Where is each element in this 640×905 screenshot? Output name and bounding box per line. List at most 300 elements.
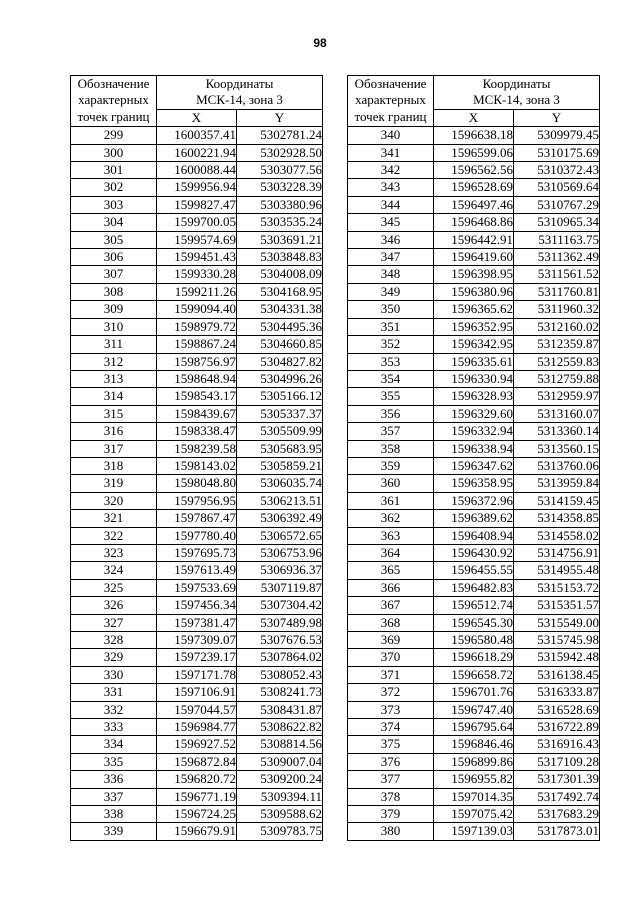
x-coordinate-cell: 1596528.69 bbox=[434, 179, 514, 196]
x-coordinate-cell: 1596389.62 bbox=[434, 510, 514, 527]
point-number-cell: 311 bbox=[71, 336, 157, 353]
y-coordinate-cell: 5314955.48 bbox=[514, 562, 600, 579]
point-number-cell: 364 bbox=[348, 544, 434, 561]
y-coordinate-cell: 5309007.04 bbox=[237, 753, 323, 770]
table-row bbox=[71, 753, 323, 770]
table-row bbox=[71, 475, 323, 492]
y-coordinate-cell: 5307304.42 bbox=[237, 597, 323, 614]
y-coordinate-cell: 5304495.36 bbox=[237, 318, 323, 335]
x-coordinate-cell: 1596955.82 bbox=[434, 771, 514, 788]
y-coordinate-cell: 5309200.24 bbox=[237, 771, 323, 788]
table-row bbox=[71, 684, 323, 701]
table-row bbox=[348, 806, 600, 823]
table-row bbox=[348, 405, 600, 422]
point-number-cell: 337 bbox=[71, 788, 157, 805]
y-coordinate-cell: 5304996.26 bbox=[237, 370, 323, 387]
x-coordinate-cell: 1598338.47 bbox=[157, 423, 237, 440]
y-coordinate-cell: 5303848.83 bbox=[237, 249, 323, 266]
x-coordinate-cell: 1596724.25 bbox=[157, 806, 237, 823]
y-coordinate-cell: 5307489.98 bbox=[237, 614, 323, 631]
table-row bbox=[348, 649, 600, 666]
x-coordinate-cell: 1599330.28 bbox=[157, 266, 237, 283]
point-number-cell: 373 bbox=[348, 701, 434, 718]
y-coordinate-cell: 5317301.39 bbox=[514, 771, 600, 788]
point-number-cell: 338 bbox=[71, 806, 157, 823]
y-coordinate-cell: 5312559.83 bbox=[514, 353, 600, 370]
point-number-cell: 374 bbox=[348, 719, 434, 736]
table-row bbox=[348, 597, 600, 614]
y-coordinate-cell: 5314358.85 bbox=[514, 510, 600, 527]
y-coordinate-cell: 5305337.37 bbox=[237, 405, 323, 422]
x-coordinate-cell: 1596430.92 bbox=[434, 544, 514, 561]
x-coordinate-cell: 1596347.62 bbox=[434, 457, 514, 474]
table-row bbox=[71, 562, 323, 579]
table-row bbox=[71, 492, 323, 509]
point-number-cell: 327 bbox=[71, 614, 157, 631]
x-coordinate-cell: 1596618.29 bbox=[434, 649, 514, 666]
table-row bbox=[71, 231, 323, 248]
x-coordinate-cell: 1598979.72 bbox=[157, 318, 237, 335]
table-row bbox=[348, 701, 600, 718]
y-coordinate-cell: 5308052.43 bbox=[237, 666, 323, 683]
y-coordinate-cell: 5306753.96 bbox=[237, 544, 323, 561]
point-number-cell: 378 bbox=[348, 788, 434, 805]
x-coordinate-cell: 1596398.95 bbox=[434, 266, 514, 283]
point-number-cell: 303 bbox=[71, 196, 157, 213]
table-row bbox=[71, 266, 323, 283]
y-coordinate-cell: 5311960.32 bbox=[514, 301, 600, 318]
table-row bbox=[71, 196, 323, 213]
x-coordinate-cell: 1596512.74 bbox=[434, 597, 514, 614]
x-coordinate-cell: 1598756.97 bbox=[157, 353, 237, 370]
table-row bbox=[71, 701, 323, 718]
point-number-cell: 335 bbox=[71, 753, 157, 770]
y-coordinate-cell: 5304660.85 bbox=[237, 336, 323, 353]
y-coordinate-cell: 5305166.12 bbox=[237, 388, 323, 405]
y-coordinate-cell: 5313959.84 bbox=[514, 475, 600, 492]
point-number-cell: 375 bbox=[348, 736, 434, 753]
x-coordinate-cell: 1597171.78 bbox=[157, 666, 237, 683]
x-coordinate-cell: 1597044.57 bbox=[157, 701, 237, 718]
point-number-cell: 307 bbox=[71, 266, 157, 283]
y-coordinate-cell: 5316333.87 bbox=[514, 684, 600, 701]
x-coordinate-cell: 1596455.55 bbox=[434, 562, 514, 579]
point-number-cell: 314 bbox=[71, 388, 157, 405]
point-number-cell: 366 bbox=[348, 579, 434, 596]
table-row bbox=[348, 388, 600, 405]
y-coordinate-cell: 5303077.56 bbox=[237, 162, 323, 179]
x-coordinate-cell: 1596365.62 bbox=[434, 301, 514, 318]
table-row bbox=[71, 318, 323, 335]
y-coordinate-cell: 5317109.28 bbox=[514, 753, 600, 770]
y-coordinate-cell: 5309394.11 bbox=[237, 788, 323, 805]
x-coordinate-cell: 1596358.95 bbox=[434, 475, 514, 492]
x-coordinate-cell: 1596562.56 bbox=[434, 162, 514, 179]
y-coordinate-cell: 5303535.24 bbox=[237, 214, 323, 231]
y-coordinate-cell: 5316528.69 bbox=[514, 701, 600, 718]
point-number-cell: 300 bbox=[71, 144, 157, 161]
x-coordinate-cell: 1596419.60 bbox=[434, 249, 514, 266]
table-row bbox=[71, 283, 323, 300]
point-number-cell: 319 bbox=[71, 475, 157, 492]
x-coordinate-cell: 1596984.77 bbox=[157, 719, 237, 736]
y-coordinate-cell: 5314756.91 bbox=[514, 544, 600, 561]
x-coordinate-cell: 1597014.35 bbox=[434, 788, 514, 805]
x-coordinate-cell: 1599094.40 bbox=[157, 301, 237, 318]
table-row bbox=[348, 440, 600, 457]
point-number-cell: 308 bbox=[71, 283, 157, 300]
page-number: 98 bbox=[313, 36, 327, 50]
table-row bbox=[71, 144, 323, 161]
table-row bbox=[71, 666, 323, 683]
point-number-cell: 313 bbox=[71, 370, 157, 387]
y-coordinate-cell: 5308431.87 bbox=[237, 701, 323, 718]
x-coordinate-cell: 1596820.72 bbox=[157, 771, 237, 788]
y-coordinate-cell: 5313760.06 bbox=[514, 457, 600, 474]
y-coordinate-cell: 5316138.45 bbox=[514, 666, 600, 683]
table-row bbox=[348, 336, 600, 353]
y-coordinate-cell: 5305509.99 bbox=[237, 423, 323, 440]
point-number-cell: 351 bbox=[348, 318, 434, 335]
y-coordinate-cell: 5309979.45 bbox=[514, 127, 600, 144]
x-coordinate-cell: 1596482.83 bbox=[434, 579, 514, 596]
y-coordinate-cell: 5313360.14 bbox=[514, 423, 600, 440]
table-row bbox=[71, 806, 323, 823]
point-number-cell: 301 bbox=[71, 162, 157, 179]
x-coordinate-cell: 1596328.93 bbox=[434, 388, 514, 405]
table-row bbox=[71, 632, 323, 649]
x-coordinate-cell: 1597956.95 bbox=[157, 492, 237, 509]
y-coordinate-cell: 5315153.72 bbox=[514, 579, 600, 596]
point-number-cell: 323 bbox=[71, 544, 157, 561]
point-number-cell: 320 bbox=[71, 492, 157, 509]
x-coordinate-cell: 1597239.17 bbox=[157, 649, 237, 666]
point-number-cell: 344 bbox=[348, 196, 434, 213]
x-coordinate-cell: 1596795.64 bbox=[434, 719, 514, 736]
point-number-cell: 355 bbox=[348, 388, 434, 405]
y-coordinate-cell: 5317683.29 bbox=[514, 806, 600, 823]
y-coordinate-cell: 5317873.01 bbox=[514, 823, 600, 840]
point-number-cell: 318 bbox=[71, 457, 157, 474]
x-coordinate-cell: 1596468.86 bbox=[434, 214, 514, 231]
point-number-cell: 315 bbox=[71, 405, 157, 422]
point-number-cell: 350 bbox=[348, 301, 434, 318]
point-number-cell: 330 bbox=[71, 666, 157, 683]
y-coordinate-cell: 5312359.87 bbox=[514, 336, 600, 353]
table-row bbox=[348, 214, 600, 231]
x-coordinate-cell: 1596372.96 bbox=[434, 492, 514, 509]
x-coordinate-cell: 1596846.46 bbox=[434, 736, 514, 753]
x-coordinate-cell: 1596342.95 bbox=[434, 336, 514, 353]
y-coordinate-cell: 5304168.95 bbox=[237, 283, 323, 300]
table-row bbox=[348, 457, 600, 474]
x-coordinate-cell: 1596679.91 bbox=[157, 823, 237, 840]
table-row bbox=[71, 162, 323, 179]
designation-header: Обозначение характерных точек границ bbox=[71, 76, 157, 127]
table-row bbox=[71, 510, 323, 527]
table-row bbox=[348, 179, 600, 196]
x-coordinate-cell: 1598143.02 bbox=[157, 457, 237, 474]
point-number-cell: 340 bbox=[348, 127, 434, 144]
y-coordinate-cell: 5312160.02 bbox=[514, 318, 600, 335]
y-column-header: Y bbox=[237, 109, 323, 126]
table-row bbox=[348, 719, 600, 736]
x-coordinate-cell: 1599211.26 bbox=[157, 283, 237, 300]
x-coordinate-cell: 1597381.47 bbox=[157, 614, 237, 631]
point-number-cell: 368 bbox=[348, 614, 434, 631]
table-row bbox=[348, 527, 600, 544]
x-coordinate-cell: 1596545.30 bbox=[434, 614, 514, 631]
point-number-cell: 342 bbox=[348, 162, 434, 179]
y-coordinate-cell: 5310372.43 bbox=[514, 162, 600, 179]
y-coordinate-cell: 5305683.95 bbox=[237, 440, 323, 457]
point-number-cell: 309 bbox=[71, 301, 157, 318]
x-coordinate-cell: 1597780.40 bbox=[157, 527, 237, 544]
x-coordinate-cell: 1599451.43 bbox=[157, 249, 237, 266]
table-row bbox=[348, 788, 600, 805]
table-row bbox=[348, 196, 600, 213]
y-coordinate-cell: 5311362.49 bbox=[514, 249, 600, 266]
x-coordinate-cell: 1596771.19 bbox=[157, 788, 237, 805]
x-column-header: X bbox=[157, 109, 237, 126]
table-row bbox=[348, 666, 600, 683]
table-row bbox=[348, 544, 600, 561]
x-coordinate-cell: 1596352.95 bbox=[434, 318, 514, 335]
point-number-cell: 339 bbox=[71, 823, 157, 840]
x-coordinate-cell: 1596380.96 bbox=[434, 283, 514, 300]
point-number-cell: 358 bbox=[348, 440, 434, 457]
point-number-cell: 326 bbox=[71, 597, 157, 614]
y-coordinate-cell: 5309588.62 bbox=[237, 806, 323, 823]
table-row bbox=[348, 771, 600, 788]
y-coordinate-cell: 5303691.21 bbox=[237, 231, 323, 248]
table-row bbox=[348, 283, 600, 300]
x-coordinate-cell: 1596329.60 bbox=[434, 405, 514, 422]
point-number-cell: 331 bbox=[71, 684, 157, 701]
table-row bbox=[348, 492, 600, 509]
y-coordinate-cell: 5307119.87 bbox=[237, 579, 323, 596]
table-row bbox=[348, 423, 600, 440]
point-number-cell: 367 bbox=[348, 597, 434, 614]
point-number-cell: 325 bbox=[71, 579, 157, 596]
y-coordinate-cell: 5308241.73 bbox=[237, 684, 323, 701]
point-number-cell: 334 bbox=[71, 736, 157, 753]
table-row bbox=[71, 301, 323, 318]
x-coordinate-cell: 1597309.07 bbox=[157, 632, 237, 649]
table-row bbox=[348, 318, 600, 335]
table-row bbox=[348, 127, 600, 144]
table-row bbox=[71, 179, 323, 196]
point-number-cell: 324 bbox=[71, 562, 157, 579]
point-number-cell: 354 bbox=[348, 370, 434, 387]
x-coordinate-cell: 1599700.05 bbox=[157, 214, 237, 231]
y-coordinate-cell: 5305859.21 bbox=[237, 457, 323, 474]
point-number-cell: 346 bbox=[348, 231, 434, 248]
y-coordinate-cell: 5306213.51 bbox=[237, 492, 323, 509]
y-coordinate-cell: 5306392.49 bbox=[237, 510, 323, 527]
x-coordinate-cell: 1598239.58 bbox=[157, 440, 237, 457]
point-number-cell: 372 bbox=[348, 684, 434, 701]
table-row bbox=[71, 370, 323, 387]
point-number-cell: 361 bbox=[348, 492, 434, 509]
x-coordinate-cell: 1596332.94 bbox=[434, 423, 514, 440]
point-number-cell: 321 bbox=[71, 510, 157, 527]
table-row bbox=[71, 771, 323, 788]
x-coordinate-cell: 1597867.47 bbox=[157, 510, 237, 527]
y-coordinate-cell: 5306936.37 bbox=[237, 562, 323, 579]
table-row bbox=[348, 736, 600, 753]
x-coordinate-cell: 1596638.18 bbox=[434, 127, 514, 144]
table-row bbox=[348, 579, 600, 596]
designation-header: Обозначение характерных точек границ bbox=[348, 76, 434, 127]
point-number-cell: 377 bbox=[348, 771, 434, 788]
y-coordinate-cell: 5309783.75 bbox=[237, 823, 323, 840]
point-number-cell: 365 bbox=[348, 562, 434, 579]
table-row bbox=[348, 370, 600, 387]
y-coordinate-cell: 5313160.07 bbox=[514, 405, 600, 422]
table-row bbox=[348, 231, 600, 248]
point-number-cell: 370 bbox=[348, 649, 434, 666]
x-coordinate-cell: 1596747.40 bbox=[434, 701, 514, 718]
x-coordinate-cell: 1597695.73 bbox=[157, 544, 237, 561]
point-number-cell: 333 bbox=[71, 719, 157, 736]
point-number-cell: 369 bbox=[348, 632, 434, 649]
point-number-cell: 317 bbox=[71, 440, 157, 457]
x-coordinate-cell: 1596442.91 bbox=[434, 231, 514, 248]
table-row bbox=[348, 753, 600, 770]
y-coordinate-cell: 5313560.15 bbox=[514, 440, 600, 457]
table-row bbox=[71, 214, 323, 231]
y-coordinate-cell: 5302781.24 bbox=[237, 127, 323, 144]
y-coordinate-cell: 5315745.98 bbox=[514, 632, 600, 649]
table-row bbox=[348, 632, 600, 649]
table-row bbox=[71, 614, 323, 631]
table-row bbox=[348, 510, 600, 527]
x-coordinate-cell: 1600088.44 bbox=[157, 162, 237, 179]
x-coordinate-cell: 1599827.47 bbox=[157, 196, 237, 213]
point-number-cell: 353 bbox=[348, 353, 434, 370]
point-number-cell: 304 bbox=[71, 214, 157, 231]
point-number-cell: 379 bbox=[348, 806, 434, 823]
table-row bbox=[348, 266, 600, 283]
table-row bbox=[71, 457, 323, 474]
table-row bbox=[71, 423, 323, 440]
y-coordinate-cell: 5316916.43 bbox=[514, 736, 600, 753]
table-row bbox=[71, 249, 323, 266]
y-coordinate-cell: 5304008.09 bbox=[237, 266, 323, 283]
point-number-cell: 312 bbox=[71, 353, 157, 370]
table-row bbox=[71, 788, 323, 805]
y-coordinate-cell: 5307864.02 bbox=[237, 649, 323, 666]
point-number-cell: 376 bbox=[348, 753, 434, 770]
table-row bbox=[71, 353, 323, 370]
y-coordinate-cell: 5312959.97 bbox=[514, 388, 600, 405]
y-coordinate-cell: 5303228.39 bbox=[237, 179, 323, 196]
x-coordinate-cell: 1597613.49 bbox=[157, 562, 237, 579]
point-number-cell: 329 bbox=[71, 649, 157, 666]
x-coordinate-cell: 1598543.17 bbox=[157, 388, 237, 405]
table-row bbox=[348, 249, 600, 266]
x-coordinate-cell: 1600357.41 bbox=[157, 127, 237, 144]
coordinates-table-right bbox=[347, 75, 600, 841]
table-row bbox=[348, 684, 600, 701]
y-coordinate-cell: 5315942.48 bbox=[514, 649, 600, 666]
coordinates-header: Координаты МСК-14, зона 3 bbox=[434, 76, 600, 110]
y-coordinate-cell: 5311760.81 bbox=[514, 283, 600, 300]
table-row bbox=[348, 353, 600, 370]
point-number-cell: 332 bbox=[71, 701, 157, 718]
table-row bbox=[71, 597, 323, 614]
y-coordinate-cell: 5310965.34 bbox=[514, 214, 600, 231]
y-coordinate-cell: 5308814.56 bbox=[237, 736, 323, 753]
y-coordinate-cell: 5310767.29 bbox=[514, 196, 600, 213]
y-coordinate-cell: 5316722.89 bbox=[514, 719, 600, 736]
y-coordinate-cell: 5312759.88 bbox=[514, 370, 600, 387]
point-number-cell: 356 bbox=[348, 405, 434, 422]
table-row bbox=[71, 388, 323, 405]
table-row bbox=[71, 527, 323, 544]
x-coordinate-cell: 1597533.69 bbox=[157, 579, 237, 596]
point-number-cell: 362 bbox=[348, 510, 434, 527]
x-coordinate-cell: 1599956.94 bbox=[157, 179, 237, 196]
y-coordinate-cell: 5308622.82 bbox=[237, 719, 323, 736]
point-number-cell: 310 bbox=[71, 318, 157, 335]
y-coordinate-cell: 5304827.82 bbox=[237, 353, 323, 370]
point-number-cell: 305 bbox=[71, 231, 157, 248]
point-number-cell: 349 bbox=[348, 283, 434, 300]
y-coordinate-cell: 5303380.96 bbox=[237, 196, 323, 213]
point-number-cell: 322 bbox=[71, 527, 157, 544]
x-coordinate-cell: 1597456.34 bbox=[157, 597, 237, 614]
point-number-cell: 299 bbox=[71, 127, 157, 144]
x-coordinate-cell: 1596872.84 bbox=[157, 753, 237, 770]
table-row bbox=[71, 649, 323, 666]
x-coordinate-cell: 1598648.94 bbox=[157, 370, 237, 387]
x-coordinate-cell: 1597139.03 bbox=[434, 823, 514, 840]
x-coordinate-cell: 1596580.48 bbox=[434, 632, 514, 649]
x-coordinate-cell: 1596330.94 bbox=[434, 370, 514, 387]
table-row bbox=[71, 823, 323, 840]
point-number-cell: 341 bbox=[348, 144, 434, 161]
table-row bbox=[71, 719, 323, 736]
table-row bbox=[348, 475, 600, 492]
table-row bbox=[71, 405, 323, 422]
x-coordinate-cell: 1597106.91 bbox=[157, 684, 237, 701]
x-coordinate-cell: 1599574.69 bbox=[157, 231, 237, 248]
x-coordinate-cell: 1596599.06 bbox=[434, 144, 514, 161]
table-row bbox=[348, 162, 600, 179]
y-coordinate-cell: 5315549.00 bbox=[514, 614, 600, 631]
table-row bbox=[71, 579, 323, 596]
y-coordinate-cell: 5307676.53 bbox=[237, 632, 323, 649]
x-coordinate-cell: 1596927.52 bbox=[157, 736, 237, 753]
y-coordinate-cell: 5311561.52 bbox=[514, 266, 600, 283]
x-coordinate-cell: 1596701.76 bbox=[434, 684, 514, 701]
x-coordinate-cell: 1598867.24 bbox=[157, 336, 237, 353]
table-row bbox=[71, 336, 323, 353]
y-coordinate-cell: 5314159.45 bbox=[514, 492, 600, 509]
table-row bbox=[348, 301, 600, 318]
point-number-cell: 359 bbox=[348, 457, 434, 474]
point-number-cell: 306 bbox=[71, 249, 157, 266]
table-row bbox=[348, 614, 600, 631]
y-coordinate-cell: 5310175.69 bbox=[514, 144, 600, 161]
point-number-cell: 316 bbox=[71, 423, 157, 440]
y-coordinate-cell: 5304331.38 bbox=[237, 301, 323, 318]
point-number-cell: 302 bbox=[71, 179, 157, 196]
x-column-header: X bbox=[434, 109, 514, 126]
table-row bbox=[348, 562, 600, 579]
